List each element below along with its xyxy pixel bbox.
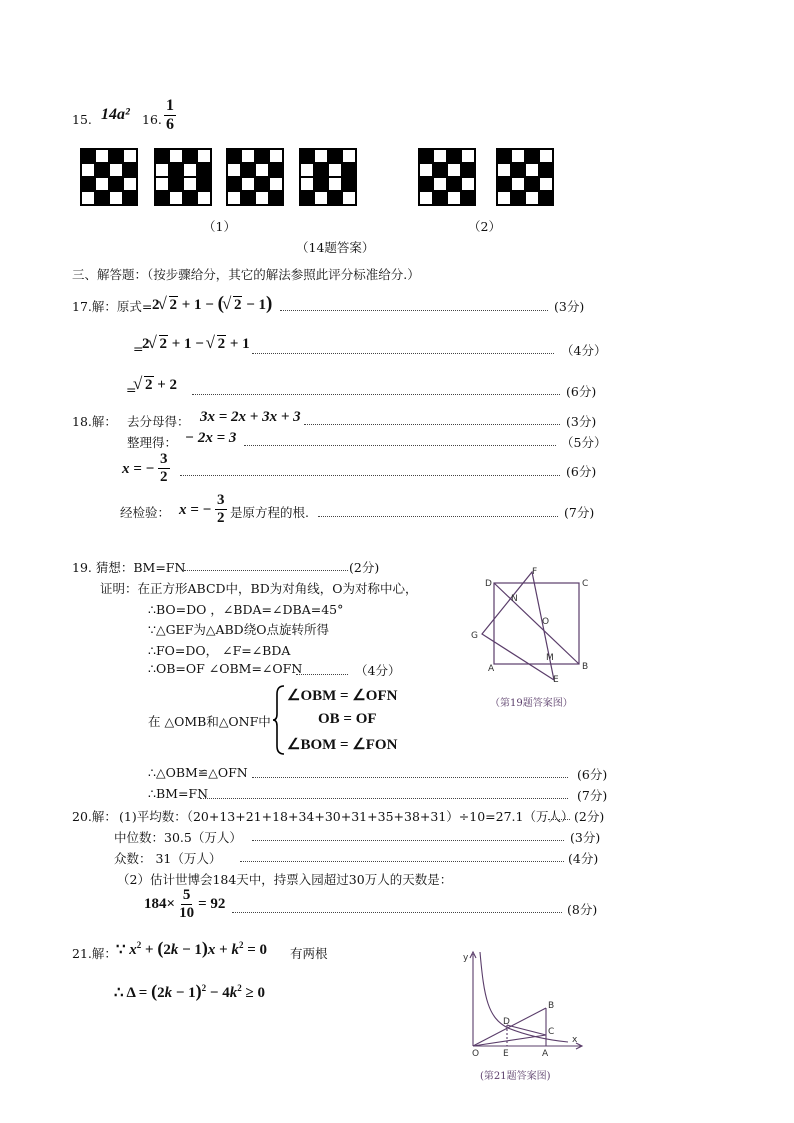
- grid-cell: [95, 177, 109, 191]
- grid-cell: [155, 163, 169, 177]
- grid-cell: [169, 191, 183, 205]
- q17-eq3-prefix: =: [126, 382, 137, 397]
- q19-line2: ∵△GEF为△ABD绕O点旋转所得: [148, 622, 329, 637]
- grid-cell: [109, 177, 123, 191]
- section3-title: 三、解答题：（按步骤给分，其它的解法参照此评分标准给分.）: [72, 267, 420, 282]
- grid-cell: [511, 163, 525, 177]
- grid-cell: [525, 163, 539, 177]
- q21-label-y: y: [463, 953, 469, 963]
- q18-step2-label: 整理得：: [127, 435, 178, 450]
- grid-cell: [419, 191, 433, 205]
- grid-cell: [241, 149, 255, 163]
- grid-cell: [269, 163, 283, 177]
- q20-equation: 184× $\frac{5}{10}$ = 92: [144, 887, 226, 921]
- q17-expr1: 2√ 2 + 1 − (√ 2 − 1): [152, 293, 272, 315]
- q18-check-label: 经检验：: [120, 505, 171, 520]
- q18-score-4: (7分): [564, 505, 595, 520]
- q18-check-x: x = −: [179, 502, 212, 518]
- grid-cell: [328, 177, 342, 191]
- grid-cell: [95, 191, 109, 205]
- grid-cell: [300, 163, 314, 177]
- grid-cell: [169, 149, 183, 163]
- q18-score-2: （5分）: [561, 435, 607, 450]
- grid-cell: [511, 149, 525, 163]
- q18-step1-label: 去分母得：: [127, 414, 190, 429]
- grid-cell: [227, 149, 241, 163]
- q17-score-1: (3分): [554, 299, 585, 314]
- q19-label-a: A: [488, 664, 495, 674]
- q19-label-n: N: [511, 594, 518, 604]
- q20-line2: 中位数：30.5（万人）: [114, 830, 242, 845]
- q19-score-l4: （4分）: [355, 663, 401, 678]
- grid-cell: [255, 163, 269, 177]
- q14-pattern-grid: [418, 148, 476, 206]
- q14-pattern-grid: [80, 148, 138, 206]
- q21-line1-tail: 有两根: [290, 946, 328, 961]
- q19-line6: ∴BM=FN: [148, 786, 209, 801]
- q17-eq2-prefix: =: [133, 341, 144, 356]
- q18-dots-2: [244, 445, 556, 446]
- q18-lead: 18.解：: [72, 414, 117, 429]
- q18-check-tail: 是原方程的根.: [230, 505, 309, 520]
- q19-label-f: F: [532, 567, 538, 577]
- grid-cell: [269, 191, 283, 205]
- grid-cell: [497, 177, 511, 191]
- grid-cell: [447, 191, 461, 205]
- grid-cell: [300, 149, 314, 163]
- grid-cell: [109, 163, 123, 177]
- grid-cell: [300, 191, 314, 205]
- grid-cell: [419, 177, 433, 191]
- grid-cell: [433, 163, 447, 177]
- grid-cell: [300, 177, 314, 191]
- grid-cell: [342, 163, 356, 177]
- q15-number: 15.: [72, 112, 92, 127]
- q19-proof: 证明：在正方形ABCD中，BD为对角线，O为对称中心，: [100, 581, 418, 596]
- q17-expr2: 2√ 2 + 1 − √ 2 + 1: [142, 336, 250, 353]
- grid-cell: [269, 149, 283, 163]
- grid-cell: [155, 177, 169, 191]
- q18-step2-eq: − 2x = 3: [185, 430, 237, 446]
- q21-equation-1: ∵ $x^2 + (2k - 1)x + k^2 = 0$: [116, 938, 268, 958]
- q14-pattern-grid: [299, 148, 357, 206]
- grid-cell: [183, 177, 197, 191]
- q17-dots-1: [280, 310, 548, 311]
- grid-cell: [95, 163, 109, 177]
- grid-cell: [109, 191, 123, 205]
- grid-cell: [342, 149, 356, 163]
- grid-cell: [525, 177, 539, 191]
- q17-score-3: (6分): [566, 384, 597, 399]
- q14-label-1: （1）: [203, 219, 236, 234]
- grid-cell: [419, 163, 433, 177]
- q17-score-2: （4分）: [561, 343, 607, 358]
- grid-cell: [241, 191, 255, 205]
- grid-cell: [183, 191, 197, 205]
- grid-cell: [169, 177, 183, 191]
- q15-answer: 14a²: [101, 106, 130, 123]
- grid-cell: [123, 163, 137, 177]
- grid-cell: [539, 149, 553, 163]
- q20-score-1: (2分): [574, 809, 605, 824]
- grid-cell: [123, 177, 137, 191]
- grid-cell: [314, 149, 328, 163]
- q14-pattern-grid: [496, 148, 554, 206]
- grid-cell: [155, 149, 169, 163]
- q19-score-l6: (7分): [577, 788, 608, 803]
- q14-pattern-grid: [154, 148, 212, 206]
- q19-line1: ∴BO=DO ，∠BDA=∠DBA=45°: [148, 602, 344, 617]
- q21-label-x: x: [572, 1035, 578, 1045]
- q19-line3: ∴FO=DO， ∠F=∠BDA: [148, 643, 291, 658]
- grid-cell: [511, 177, 525, 191]
- q20-dots-2: [252, 840, 564, 841]
- q19-dots-l4: [296, 674, 348, 675]
- q18-check-frac: $\frac{3}{2}$: [217, 492, 225, 526]
- q20-line4: （2）估计世博会184天中，持票入园超过30万人的天数是：: [117, 872, 453, 887]
- q17-lead: 17.解：原式=: [72, 299, 153, 314]
- grid-cell: [342, 191, 356, 205]
- grid-cell: [95, 149, 109, 163]
- q19-system-1: ∠OBM = ∠OFN: [287, 688, 398, 704]
- q19-score-l5: (6分): [577, 767, 608, 782]
- q18-dots-4: [318, 516, 558, 517]
- q21-lead: 21.解：: [72, 946, 117, 961]
- q19-dots-l6: [200, 798, 568, 799]
- q19-label-m: M: [546, 653, 554, 663]
- grid-cell: [269, 177, 283, 191]
- grid-cell: [241, 163, 255, 177]
- grid-cell: [169, 163, 183, 177]
- q18-step3-x: x = −: [122, 461, 155, 477]
- q20-dots-3: [240, 861, 564, 862]
- q16-answer: $\frac{1}{6}$: [166, 97, 174, 133]
- grid-cell: [255, 149, 269, 163]
- grid-cell: [433, 177, 447, 191]
- q19-label-d: D: [485, 579, 492, 589]
- q21-label-c: C: [548, 1027, 555, 1037]
- q14-label-2: （2）: [468, 219, 501, 234]
- q19-label-e: E: [553, 675, 559, 685]
- grid-cell: [109, 149, 123, 163]
- q20-score-2: (3分): [570, 830, 601, 845]
- q20-dots-4: [232, 912, 562, 913]
- grid-cell: [155, 191, 169, 205]
- q17-dots-3: [192, 394, 560, 395]
- grid-cell: [81, 149, 95, 163]
- q19-figure: [464, 560, 604, 690]
- q18-step3-frac: $\frac{3}{2}$: [160, 451, 168, 485]
- q21-label-a: A: [542, 1049, 549, 1059]
- q19-dots-l5: [252, 777, 568, 778]
- q19-line4: ∴OB=OF ∠OBM=∠OFN: [148, 661, 303, 676]
- q21-label-e: E: [503, 1049, 509, 1059]
- grid-cell: [525, 191, 539, 205]
- q18-dots-3: [180, 475, 560, 476]
- grid-cell: [461, 191, 475, 205]
- grid-cell: [241, 177, 255, 191]
- q19-line5: ∴△OBM≌△OFN: [148, 765, 248, 780]
- q17-expr3: √ 2 + 2: [135, 377, 177, 394]
- grid-cell: [511, 191, 525, 205]
- grid-cell: [314, 191, 328, 205]
- grid-cell: [255, 191, 269, 205]
- q19-guess: 19. 猜想：BM=FN: [72, 560, 186, 575]
- grid-cell: [314, 163, 328, 177]
- q14-pattern-grid: [226, 148, 284, 206]
- q21-figure: [458, 948, 588, 1060]
- grid-cell: [183, 163, 197, 177]
- q19-label-c: C: [582, 579, 589, 589]
- q19-label-b: B: [582, 662, 589, 672]
- grid-cell: [183, 149, 197, 163]
- q19-label-o: O: [542, 617, 550, 627]
- q20-dots-1: [548, 819, 570, 820]
- grid-cell: [328, 149, 342, 163]
- grid-cell: [197, 191, 211, 205]
- q19-label-g: G: [471, 631, 478, 641]
- grid-cell: [123, 149, 137, 163]
- grid-cell: [461, 149, 475, 163]
- q19-system-3: ∠BOM = ∠FON: [287, 737, 398, 753]
- grid-cell: [497, 191, 511, 205]
- grid-cell: [525, 149, 539, 163]
- q19-dots-guess: [184, 570, 348, 571]
- q21-equation-2: ∴ $\Delta = (2k - 1)^2 - 4k^2 \ge 0$: [114, 981, 265, 1001]
- grid-cell: [197, 163, 211, 177]
- q20-score-3: (4分): [568, 851, 599, 866]
- q18-score-3: (6分): [566, 464, 597, 479]
- grid-cell: [461, 163, 475, 177]
- q21-label-d: D: [503, 1017, 510, 1027]
- grid-cell: [539, 191, 553, 205]
- q19-system-brace: [272, 684, 286, 756]
- grid-cell: [314, 177, 328, 191]
- grid-cell: [447, 177, 461, 191]
- grid-cell: [123, 191, 137, 205]
- grid-cell: [227, 163, 241, 177]
- grid-cell: [419, 149, 433, 163]
- grid-cell: [342, 177, 356, 191]
- grid-cell: [197, 177, 211, 191]
- grid-cell: [539, 177, 553, 191]
- grid-cell: [461, 177, 475, 191]
- q14-caption: （14题答案）: [296, 240, 375, 255]
- grid-cell: [328, 191, 342, 205]
- q16-number: 16.: [142, 112, 162, 127]
- q17-dots-2: [252, 353, 554, 354]
- grid-cell: [433, 149, 447, 163]
- q19-score-guess: (2分): [349, 560, 380, 575]
- q20-line1: (1)平均数：（20+13+21+18+34+30+31+35+38+31）÷10=27.1（万人）: [119, 809, 574, 824]
- q19-system-2: OB = OF: [318, 711, 377, 727]
- grid-cell: [81, 163, 95, 177]
- grid-cell: [197, 149, 211, 163]
- grid-cell: [227, 177, 241, 191]
- q20-line3: 众数： 31（万人）: [114, 851, 222, 866]
- q20-lead: 20.解：: [72, 809, 117, 824]
- q19-figure-caption: （第19题答案图）: [490, 698, 573, 709]
- grid-cell: [81, 191, 95, 205]
- q18-score-1: (3分): [566, 414, 597, 429]
- grid-cell: [328, 163, 342, 177]
- grid-cell: [227, 191, 241, 205]
- grid-cell: [497, 149, 511, 163]
- q18-dots-1: [304, 424, 560, 425]
- q20-score-4: (8分): [567, 902, 598, 917]
- grid-cell: [81, 177, 95, 191]
- q21-label-o: O: [472, 1049, 480, 1059]
- grid-cell: [447, 149, 461, 163]
- grid-cell: [255, 177, 269, 191]
- q21-figure-caption: (第21题答案图): [480, 1071, 551, 1082]
- grid-cell: [447, 163, 461, 177]
- q18-step1-eq: 3x = 2x + 3x + 3: [200, 409, 301, 425]
- grid-cell: [539, 163, 553, 177]
- grid-cell: [433, 191, 447, 205]
- grid-cell: [497, 163, 511, 177]
- q21-label-b: B: [548, 1001, 555, 1011]
- q19-in-prefix: 在 △OMB和△ONF中: [148, 714, 271, 729]
